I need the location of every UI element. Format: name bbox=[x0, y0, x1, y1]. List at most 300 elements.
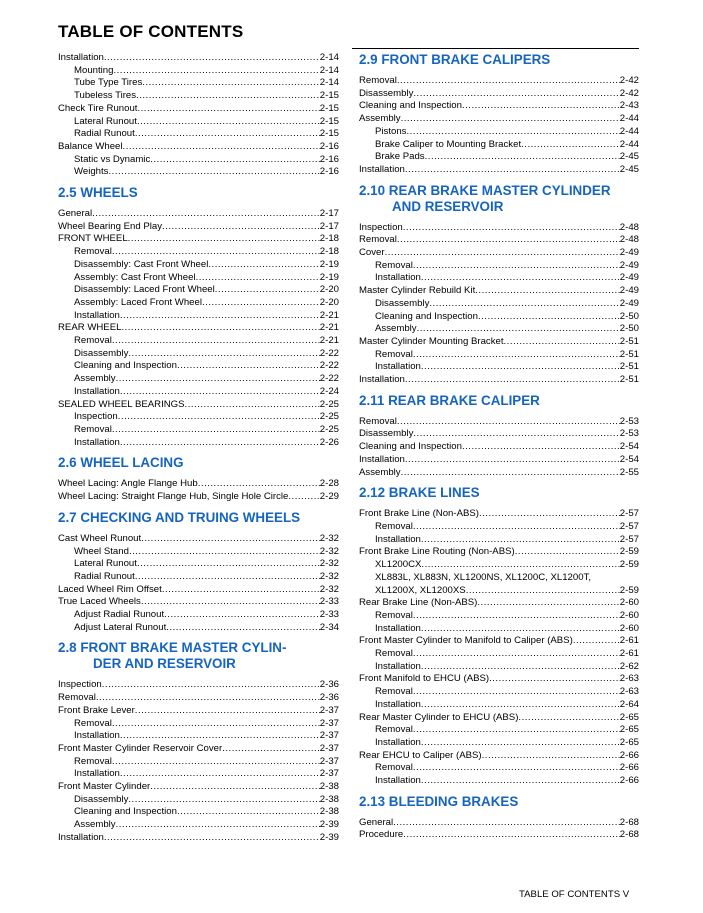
toc-entry[interactable] bbox=[359, 139, 639, 152]
toc-entry-label: Removal bbox=[74, 717, 112, 729]
dot-leader bbox=[164, 609, 320, 622]
page-title: TABLE OF CONTENTS bbox=[58, 22, 244, 41]
toc-entry-label: Front Brake Lever bbox=[58, 704, 135, 716]
toc-entry-page-number: 2-17 bbox=[319, 220, 339, 232]
toc-entry-page-number: 2-37 bbox=[319, 717, 339, 729]
dot-leader bbox=[113, 65, 319, 78]
dot-leader bbox=[128, 794, 319, 807]
dot-leader bbox=[198, 478, 320, 491]
toc-entry[interactable] bbox=[359, 623, 639, 636]
toc-entry-page-number: 2-66 bbox=[619, 762, 639, 774]
dot-leader bbox=[108, 166, 319, 179]
dot-leader bbox=[413, 686, 620, 699]
toc-entry[interactable] bbox=[359, 597, 639, 610]
toc-entry-label: Installation bbox=[359, 453, 405, 465]
toc-entry-label: Removal bbox=[359, 415, 397, 427]
toc-entry[interactable] bbox=[58, 768, 339, 781]
section-number: 2.9 bbox=[359, 52, 378, 67]
dot-leader bbox=[397, 416, 620, 429]
toc-entry-page-number: 2-44 bbox=[619, 125, 639, 137]
toc-entry[interactable] bbox=[359, 750, 639, 763]
toc-entry[interactable] bbox=[359, 234, 639, 247]
toc-entry-label: Front Master Cylinder to Manifold to Caliper (ABS) bbox=[359, 635, 573, 647]
toc-entry[interactable] bbox=[359, 648, 639, 661]
toc-entry[interactable] bbox=[359, 817, 639, 830]
toc-entry[interactable] bbox=[359, 546, 639, 559]
toc-entry[interactable] bbox=[359, 100, 639, 113]
dot-leader bbox=[413, 349, 620, 362]
toc-entry-label: Removal bbox=[58, 692, 96, 704]
toc-entry-page-number: 2-19 bbox=[319, 258, 339, 270]
dot-leader bbox=[120, 310, 320, 323]
dot-leader bbox=[413, 762, 620, 775]
toc-entry-page-number: 2-60 bbox=[619, 609, 639, 621]
toc-entry-label: Installation bbox=[58, 52, 104, 63]
toc-entry-page-number: 2-16 bbox=[319, 166, 339, 178]
toc-entry-label: Disassembly: Cast Front Wheel bbox=[74, 258, 209, 270]
toc-entry[interactable] bbox=[58, 310, 339, 323]
dot-leader bbox=[401, 113, 620, 126]
toc-entry[interactable] bbox=[58, 819, 339, 832]
toc-entry[interactable] bbox=[58, 491, 339, 504]
toc-entry[interactable] bbox=[359, 559, 639, 572]
dot-leader bbox=[196, 272, 320, 285]
toc-entry-page-number: 2-44 bbox=[619, 138, 639, 150]
dot-leader bbox=[112, 246, 320, 259]
toc-entry[interactable] bbox=[58, 609, 339, 622]
toc-entry-page-number: 2-20 bbox=[319, 296, 339, 308]
section-heading bbox=[58, 185, 339, 201]
toc-entry-label: Assembly: Laced Front Wheel bbox=[74, 296, 202, 308]
toc-entry[interactable] bbox=[359, 686, 639, 699]
dot-leader bbox=[478, 311, 620, 324]
toc-entry-label: Inspection bbox=[359, 221, 403, 233]
dot-leader bbox=[141, 533, 320, 546]
toc-entry[interactable] bbox=[58, 622, 339, 635]
toc-entry-page-number: 2-18 bbox=[319, 246, 339, 258]
toc-entry-page-number: 2-33 bbox=[319, 609, 339, 621]
toc-entry-page-number: 2-53 bbox=[619, 428, 639, 440]
toc-entry[interactable] bbox=[359, 829, 639, 842]
toc-entry-label: Assembly bbox=[359, 466, 401, 478]
toc-entry-label: Removal bbox=[359, 234, 397, 246]
toc-entry-label: Assembly bbox=[375, 323, 417, 335]
toc-entry-label: Installation bbox=[74, 768, 120, 780]
toc-entry[interactable] bbox=[359, 222, 639, 235]
dot-leader bbox=[162, 584, 320, 597]
dot-leader bbox=[135, 128, 320, 141]
toc-entry[interactable] bbox=[58, 297, 339, 310]
toc-entry-label: Wheel Bearing End Play bbox=[58, 220, 162, 232]
toc-entry-page-number: 2-68 bbox=[619, 816, 639, 828]
toc-entry[interactable] bbox=[58, 424, 339, 437]
dot-leader bbox=[162, 221, 320, 234]
section-heading bbox=[359, 393, 639, 409]
toc-entry[interactable] bbox=[58, 348, 339, 361]
toc-entry-label: Removal bbox=[359, 75, 397, 86]
dot-leader bbox=[112, 756, 320, 769]
toc-entry-label: Radial Runout bbox=[74, 128, 135, 140]
toc-right-column bbox=[359, 52, 639, 842]
toc-entry-label: Removal bbox=[74, 755, 112, 767]
toc-entry[interactable] bbox=[58, 373, 339, 386]
toc-entry-page-number: 2-53 bbox=[619, 415, 639, 427]
dot-leader bbox=[417, 323, 620, 336]
toc-entry-label: Assembly: Cast Front Wheel bbox=[74, 271, 196, 283]
toc-entry-label: Adjust Lateral Runout bbox=[74, 621, 167, 633]
toc-entry-page-number: 2-37 bbox=[319, 755, 339, 767]
toc-entry[interactable] bbox=[359, 724, 639, 737]
toc-entry[interactable] bbox=[359, 699, 639, 712]
dot-leader bbox=[104, 832, 320, 845]
toc-entry-label: Master Cylinder Mounting Bracket bbox=[359, 335, 504, 347]
toc-entry[interactable] bbox=[359, 272, 639, 285]
toc-entry[interactable] bbox=[58, 437, 339, 450]
section-heading bbox=[359, 794, 639, 810]
toc-entry-page-number: 2-33 bbox=[319, 596, 339, 608]
toc-entry-label: Weights bbox=[74, 166, 109, 178]
dot-leader bbox=[116, 819, 320, 832]
toc-entry-page-number: 2-59 bbox=[619, 546, 639, 558]
toc-entry[interactable] bbox=[58, 259, 339, 272]
toc-entry-label: Cleaning and Inspection bbox=[375, 310, 478, 322]
dot-leader bbox=[215, 284, 320, 297]
toc-entry[interactable] bbox=[359, 673, 639, 686]
toc-entry-label: Check Tire Runout bbox=[58, 102, 138, 114]
toc-entry[interactable] bbox=[58, 756, 339, 769]
dot-leader bbox=[150, 781, 320, 794]
toc-entry-page-number: 2-59 bbox=[619, 584, 639, 596]
toc-entry-page-number: 2-36 bbox=[319, 692, 339, 704]
toc-entry-label: Installation bbox=[74, 730, 120, 742]
toc-entry[interactable] bbox=[58, 411, 339, 424]
dot-leader bbox=[112, 718, 320, 731]
section-heading bbox=[58, 640, 339, 672]
toc-entry-page-number: 2-39 bbox=[319, 831, 339, 843]
toc-entry[interactable] bbox=[58, 322, 339, 335]
section-number: 2.7 bbox=[58, 509, 77, 525]
toc-entry[interactable] bbox=[58, 386, 339, 399]
page-footer: TABLE OF CONTENTS V bbox=[519, 889, 630, 900]
dot-leader bbox=[397, 234, 620, 247]
toc-entry-label: Cleaning and Inspection bbox=[74, 360, 177, 372]
toc-entry-page-number: 2-37 bbox=[319, 704, 339, 716]
section-number: 2.6 bbox=[58, 455, 77, 471]
toc-entry-label: XL1200CX bbox=[375, 559, 422, 571]
toc-entry[interactable] bbox=[359, 88, 639, 101]
dot-leader bbox=[385, 247, 620, 260]
toc-entry[interactable] bbox=[58, 272, 339, 285]
toc-entry-page-number: 2-38 bbox=[319, 793, 339, 805]
toc-entry-label: Disassembly bbox=[74, 347, 129, 359]
toc-entry[interactable] bbox=[359, 521, 639, 534]
toc-entry[interactable] bbox=[359, 247, 639, 260]
toc-entry-line[interactable] bbox=[359, 585, 639, 598]
toc-entry-label: General bbox=[359, 816, 394, 828]
toc-entry[interactable] bbox=[58, 533, 339, 546]
toc-entry-label: Cleaning and Inspection bbox=[359, 100, 462, 112]
dot-leader bbox=[185, 399, 320, 412]
toc-entry-page-number: 2-32 bbox=[319, 570, 339, 582]
toc-entry[interactable] bbox=[58, 478, 339, 491]
toc-entry-page-number: 2-59 bbox=[619, 559, 639, 571]
toc-entry[interactable] bbox=[58, 90, 339, 103]
dot-leader bbox=[489, 673, 620, 686]
toc-entry[interactable] bbox=[359, 285, 639, 298]
toc-entry-label: Installation bbox=[359, 163, 405, 175]
toc-entry-label: General bbox=[58, 208, 93, 220]
toc-entry[interactable] bbox=[58, 584, 339, 597]
toc-entry-page-number: 2-61 bbox=[619, 635, 639, 647]
toc-entry-label: Installation bbox=[375, 533, 421, 545]
toc-entry[interactable] bbox=[58, 65, 339, 78]
dot-leader bbox=[222, 743, 320, 756]
toc-entry-page-number: 2-20 bbox=[319, 284, 339, 296]
section-title-continued: DER AND RESERVOIR bbox=[93, 656, 236, 672]
dot-leader bbox=[482, 750, 620, 763]
toc-entry-page-number: 2-16 bbox=[319, 153, 339, 165]
toc-entry-label: Balance Wheel bbox=[58, 140, 123, 152]
toc-entry[interactable] bbox=[58, 335, 339, 348]
dot-leader bbox=[421, 775, 620, 788]
toc-entry[interactable] bbox=[58, 705, 339, 718]
toc-entry-label: Rear Brake Line (Non-ABS) bbox=[359, 597, 478, 609]
toc-entry[interactable] bbox=[359, 298, 639, 311]
toc-entry-label: Assembly bbox=[359, 113, 401, 125]
toc-entry[interactable] bbox=[58, 77, 339, 90]
toc-entry[interactable] bbox=[58, 284, 339, 297]
toc-entry[interactable] bbox=[58, 166, 339, 179]
toc-entry[interactable] bbox=[359, 775, 639, 788]
toc-entry-label: Installation bbox=[74, 436, 120, 448]
dot-leader bbox=[573, 635, 620, 648]
toc-entry[interactable] bbox=[359, 661, 639, 674]
dot-leader bbox=[136, 90, 320, 103]
dot-leader bbox=[462, 441, 620, 454]
toc-entry-page-number: 2-61 bbox=[619, 648, 639, 660]
toc-entry[interactable] bbox=[58, 832, 339, 845]
dot-leader bbox=[120, 730, 320, 743]
toc-entry[interactable] bbox=[58, 679, 339, 692]
dot-leader bbox=[421, 272, 620, 285]
toc-entry-label: Disassembly bbox=[375, 297, 430, 309]
toc-entry-label: Brake Pads bbox=[375, 151, 425, 163]
section-heading bbox=[359, 485, 639, 501]
toc-entry[interactable] bbox=[359, 361, 639, 374]
dot-leader bbox=[406, 126, 619, 139]
dot-leader bbox=[137, 558, 320, 571]
toc-entry-label: Removal bbox=[375, 259, 413, 271]
toc-entry-page-number: 2-42 bbox=[619, 75, 639, 86]
toc-entry-page-number: 2-54 bbox=[619, 441, 639, 453]
dot-leader bbox=[135, 571, 320, 584]
toc-entry-page-number: 2-38 bbox=[319, 781, 339, 793]
toc-entry-page-number: 2-21 bbox=[319, 322, 339, 334]
dot-leader bbox=[421, 661, 620, 674]
dot-leader bbox=[403, 222, 620, 235]
toc-entry[interactable] bbox=[359, 260, 639, 273]
dot-leader bbox=[137, 116, 320, 129]
toc-entry[interactable] bbox=[58, 730, 339, 743]
dot-leader bbox=[141, 596, 320, 609]
toc-entry[interactable] bbox=[359, 374, 639, 387]
dot-leader bbox=[462, 100, 620, 113]
toc-entry[interactable] bbox=[359, 428, 639, 441]
toc-entry[interactable] bbox=[58, 128, 339, 141]
toc-entry-label: Wheel Stand bbox=[74, 545, 129, 557]
dot-leader bbox=[421, 623, 620, 636]
toc-entry-page-number: 2-45 bbox=[619, 151, 639, 163]
toc-entry-label: Tubeless Tires bbox=[74, 90, 137, 102]
toc-entry-page-number: 2-19 bbox=[319, 271, 339, 283]
toc-entry-page-number: 2-15 bbox=[319, 102, 339, 114]
toc-entry[interactable] bbox=[58, 558, 339, 571]
toc-entry[interactable] bbox=[359, 712, 639, 725]
toc-entry-page-number: 2-25 bbox=[319, 423, 339, 435]
toc-entry-label: Front Master Cylinder Reservoir Cover bbox=[58, 742, 223, 754]
toc-entry[interactable] bbox=[359, 467, 639, 480]
dot-leader bbox=[92, 208, 320, 221]
toc-entry[interactable] bbox=[58, 233, 339, 246]
toc-entry-label: Cover bbox=[359, 247, 385, 259]
dot-leader bbox=[123, 141, 320, 154]
toc-entry[interactable] bbox=[359, 151, 639, 164]
toc-entry-label: FRONT WHEEL bbox=[58, 233, 128, 245]
dot-leader bbox=[120, 386, 320, 399]
toc-entry-label: Installation bbox=[375, 775, 421, 787]
toc-entry-label: Assembly bbox=[74, 819, 116, 831]
toc-entry-label: Installation bbox=[375, 660, 421, 672]
toc-entry[interactable] bbox=[359, 508, 639, 521]
dot-leader bbox=[121, 322, 319, 335]
toc-entry[interactable] bbox=[359, 441, 639, 454]
toc-entry[interactable] bbox=[359, 75, 639, 88]
toc-entry-label: Radial Runout bbox=[74, 570, 135, 582]
toc-entry[interactable] bbox=[58, 103, 339, 116]
dot-leader bbox=[142, 77, 320, 90]
toc-entry-page-number: 2-64 bbox=[619, 698, 639, 710]
toc-entry[interactable] bbox=[359, 635, 639, 648]
toc-entry[interactable] bbox=[58, 360, 339, 373]
title-divider bbox=[352, 48, 639, 49]
dot-leader bbox=[413, 260, 620, 273]
dot-leader bbox=[128, 348, 319, 361]
toc-entry[interactable] bbox=[58, 154, 339, 167]
toc-entry-label: Disassembly bbox=[359, 428, 414, 440]
toc-entry-page-number: 2-48 bbox=[619, 221, 639, 233]
toc-entry-multiline[interactable] bbox=[359, 572, 639, 597]
dot-leader bbox=[288, 491, 319, 504]
toc-entry[interactable] bbox=[58, 718, 339, 731]
toc-entry-page-number: 2-65 bbox=[619, 711, 639, 723]
toc-entry[interactable] bbox=[58, 246, 339, 259]
toc-entry-page-number: 2-25 bbox=[319, 398, 339, 410]
section-title: FRONT BRAKE MASTER CYLIN- bbox=[80, 640, 287, 656]
toc-entry[interactable] bbox=[58, 794, 339, 807]
toc-entry[interactable] bbox=[359, 762, 639, 775]
toc-entry-label: Assembly bbox=[74, 373, 116, 385]
toc-entry-page-number: 2-66 bbox=[619, 775, 639, 787]
toc-entry[interactable] bbox=[359, 534, 639, 547]
toc-entry-page-number: 2-60 bbox=[619, 597, 639, 609]
toc-entry[interactable] bbox=[359, 416, 639, 429]
toc-entry-page-number: 2-36 bbox=[319, 679, 339, 691]
toc-entry[interactable] bbox=[58, 571, 339, 584]
dot-leader bbox=[421, 361, 620, 374]
toc-entry[interactable] bbox=[58, 141, 339, 154]
toc-entry-page-number: 2-32 bbox=[319, 545, 339, 557]
toc-entry[interactable] bbox=[359, 311, 639, 324]
section-title: REAR BRAKE MASTER CYLINDER bbox=[388, 182, 611, 198]
toc-entry-label: Removal bbox=[74, 335, 112, 347]
toc-entry-page-number: 2-62 bbox=[619, 660, 639, 672]
dot-leader bbox=[208, 259, 319, 272]
toc-entry[interactable] bbox=[359, 164, 639, 177]
toc-entry[interactable] bbox=[58, 596, 339, 609]
section-heading bbox=[359, 52, 639, 68]
toc-entry-label: Lateral Runout bbox=[74, 115, 137, 127]
dot-leader bbox=[515, 546, 620, 559]
toc-entry-page-number: 2-57 bbox=[619, 533, 639, 545]
toc-entry[interactable] bbox=[58, 806, 339, 819]
toc-entry-label: Rear Master Cylinder to EHCU (ABS) bbox=[359, 711, 519, 723]
toc-entry[interactable] bbox=[58, 781, 339, 794]
toc-entry-page-number: 2-38 bbox=[319, 806, 339, 818]
dot-leader bbox=[421, 559, 619, 572]
section-heading bbox=[58, 455, 339, 471]
toc-entry-label: Adjust Radial Runout bbox=[74, 609, 165, 621]
dot-leader bbox=[413, 521, 620, 534]
toc-entry[interactable] bbox=[58, 52, 339, 65]
toc-entry-page-number: 2-66 bbox=[619, 749, 639, 761]
toc-entry[interactable] bbox=[58, 221, 339, 234]
toc-entry[interactable] bbox=[58, 208, 339, 221]
toc-entry[interactable] bbox=[359, 610, 639, 623]
toc-entry-page-number: 2-54 bbox=[619, 453, 639, 465]
toc-entry-page-number: 2-51 bbox=[619, 348, 639, 360]
toc-entry-page-number: 2-25 bbox=[319, 411, 339, 423]
toc-entry[interactable] bbox=[58, 546, 339, 559]
toc-entry-label: Removal bbox=[375, 648, 413, 660]
dot-leader bbox=[405, 164, 620, 177]
dot-leader bbox=[112, 335, 320, 348]
toc-entry[interactable] bbox=[359, 126, 639, 139]
toc-entry[interactable] bbox=[359, 454, 639, 467]
toc-entry[interactable] bbox=[58, 692, 339, 705]
toc-entry-label: Front Manifold to EHCU (ABS) bbox=[359, 673, 490, 685]
toc-entry[interactable] bbox=[58, 116, 339, 129]
toc-entry-label: Installation bbox=[74, 385, 120, 397]
section-title-continued: AND RESERVOIR bbox=[392, 198, 504, 214]
toc-entry[interactable] bbox=[58, 743, 339, 756]
toc-entry-page-number: 2-63 bbox=[619, 686, 639, 698]
toc-entry[interactable] bbox=[359, 336, 639, 349]
dot-leader bbox=[401, 467, 620, 480]
toc-entry-label: Removal bbox=[375, 520, 413, 532]
toc-entry-label: Removal bbox=[375, 609, 413, 621]
toc-entry-page-number: 2-32 bbox=[319, 583, 339, 595]
toc-entry-label: Installation bbox=[375, 736, 421, 748]
toc-entry[interactable] bbox=[359, 737, 639, 750]
dot-leader bbox=[475, 285, 620, 298]
toc-entry[interactable] bbox=[359, 113, 639, 126]
dot-leader bbox=[477, 597, 619, 610]
toc-entry[interactable] bbox=[58, 399, 339, 412]
toc-entry-page-number: 2-65 bbox=[619, 736, 639, 748]
toc-entry[interactable] bbox=[359, 349, 639, 362]
toc-entry[interactable] bbox=[359, 323, 639, 336]
dot-leader bbox=[425, 151, 620, 164]
